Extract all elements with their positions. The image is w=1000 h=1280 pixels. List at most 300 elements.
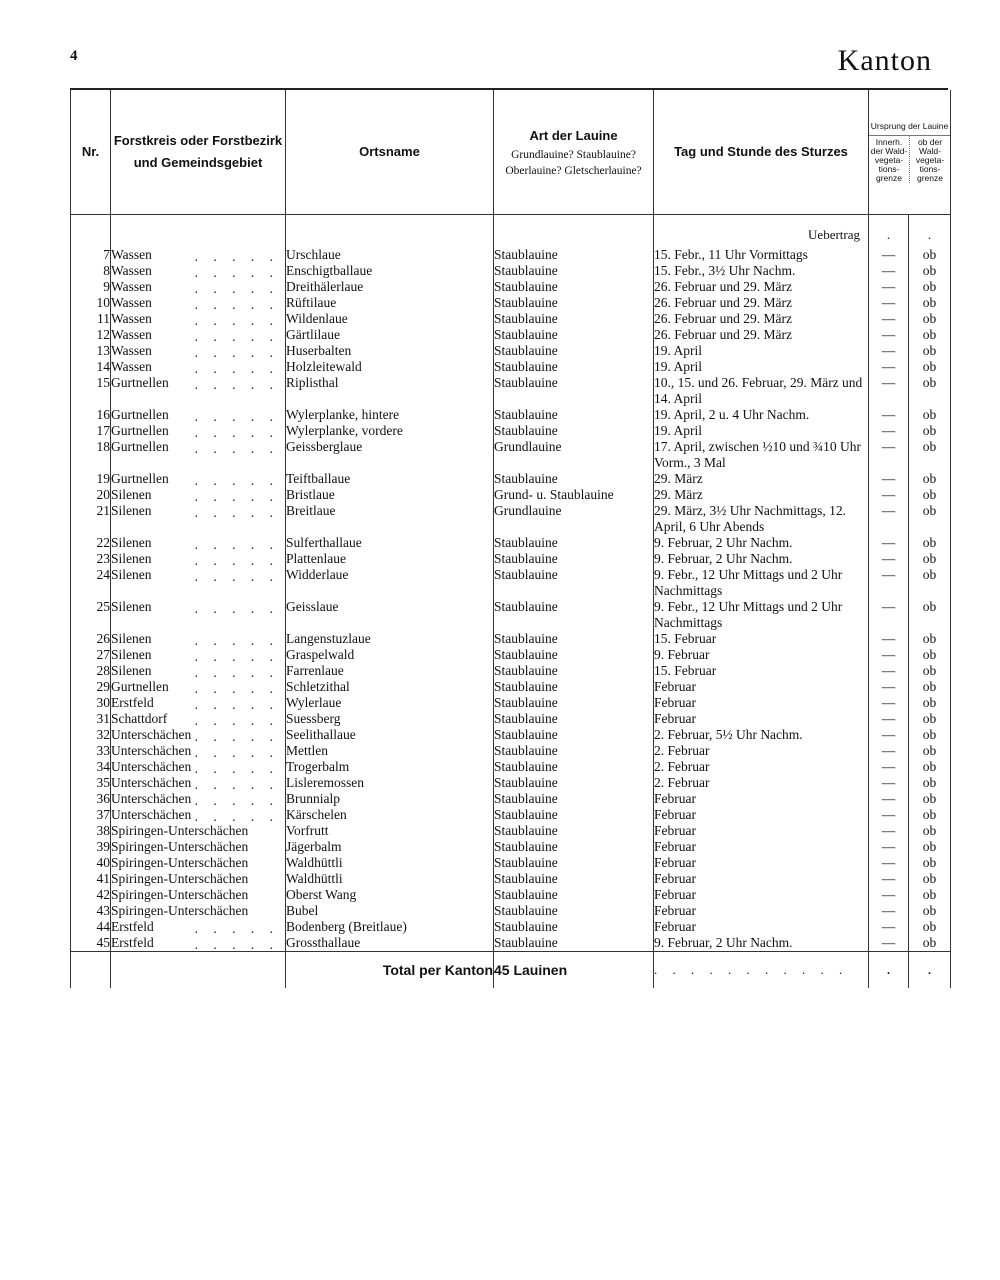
header-ursprung-innerhalb: Innerh. der Wald-vegeta-tions-grenze — [869, 136, 910, 183]
cell-art: Staublauine — [494, 567, 654, 599]
cell-ortsname: Mettlen — [286, 743, 494, 759]
table-row — [71, 359, 951, 375]
cell-art: Staublauine — [494, 759, 654, 775]
cell-tag: 9. Februar, 2 Uhr Nachm. — [654, 535, 869, 551]
cell-forstkreis — [111, 711, 286, 727]
header-art — [494, 90, 654, 215]
forstkreis-text: Unterschächen — [111, 807, 192, 822]
cell-ob: ob — [909, 743, 951, 759]
header-tag: Tag und Stunde des Sturzes — [654, 90, 869, 215]
cell-ortsname: Vorfrutt — [286, 823, 494, 839]
cell-nr: 12 — [71, 327, 111, 343]
cell-forstkreis — [111, 695, 286, 711]
table-row — [71, 823, 951, 839]
cell-art: Grundlauine — [494, 439, 654, 471]
cell-forstkreis — [111, 823, 286, 839]
cell-innerhalb: — — [869, 663, 909, 679]
cell-innerhalb: — — [869, 935, 909, 952]
cell-innerhalb: — — [869, 791, 909, 807]
cell-innerhalb: — — [869, 823, 909, 839]
table-row — [71, 919, 951, 935]
cell-tag: Februar — [654, 919, 869, 935]
cell-nr: 7 — [71, 247, 111, 263]
cell-nr: 35 — [71, 775, 111, 791]
cell-ob: ob — [909, 791, 951, 807]
cell-ob: ob — [909, 855, 951, 871]
cell-nr: 26 — [71, 631, 111, 647]
total-in: . — [869, 952, 909, 989]
table-header — [71, 90, 951, 215]
cell-tag: Februar — [654, 823, 869, 839]
cell-nr: 19 — [71, 471, 111, 487]
table-row — [71, 263, 951, 279]
cell-nr: 41 — [71, 871, 111, 887]
table-row — [71, 327, 951, 343]
leader-dots: . . . . . — [194, 265, 279, 280]
cell-art: Staublauine — [494, 807, 654, 823]
cell-tag: 10., 15. und 26. Februar, 29. März und 14. April — [654, 375, 869, 407]
cell-ob: ob — [909, 423, 951, 439]
forstkreis-text: Spiringen-Unterschächen — [111, 903, 249, 918]
cell-ortsname: Breitlaue — [286, 503, 494, 535]
cell-forstkreis — [111, 887, 286, 903]
table-row — [71, 439, 951, 471]
cell-innerhalb: — — [869, 279, 909, 295]
table-row — [71, 503, 951, 535]
cell-tag: 19. April — [654, 343, 869, 359]
cell-nr: 27 — [71, 647, 111, 663]
cell-tag: 9. Februar, 2 Uhr Nachm. — [654, 935, 869, 952]
table-row — [71, 711, 951, 727]
cell-art: Staublauine — [494, 775, 654, 791]
cell-tag: 2. Februar — [654, 743, 869, 759]
cell-ob: ob — [909, 503, 951, 535]
cell-forstkreis — [111, 359, 286, 375]
leader-dots: . . . . . — [194, 361, 279, 376]
leader-dots: . . . . . — [194, 489, 279, 504]
header-art-title: Art der Lauine — [529, 128, 618, 143]
cell-nr: 8 — [71, 263, 111, 279]
cell-innerhalb: — — [869, 471, 909, 487]
leader-dots: . . . . . — [194, 921, 279, 936]
cell-tag: 26. Februar und 29. März — [654, 327, 869, 343]
total-dots: . . . . . . . . . . . — [654, 952, 869, 989]
leader-dots: . . . . . — [194, 377, 279, 392]
forstkreis-text: Wassen — [111, 247, 152, 262]
cell-ortsname: Jägerbalm — [286, 839, 494, 855]
leader-dots: . . . . . — [194, 249, 279, 264]
cell-ob: ob — [909, 871, 951, 887]
cell-ortsname: Sulferthallaue — [286, 535, 494, 551]
forstkreis-text: Spiringen-Unterschächen — [111, 887, 249, 902]
table-row — [71, 535, 951, 551]
cell-ortsname: Riplisthal — [286, 375, 494, 407]
cell-innerhalb: — — [869, 599, 909, 631]
forstkreis-text: Gurtnellen — [111, 407, 169, 422]
cell-forstkreis — [111, 855, 286, 871]
cell-ortsname: Bubel — [286, 903, 494, 919]
leader-dots: . . . . . — [194, 473, 279, 488]
cell-nr: 37 — [71, 807, 111, 823]
cell-tag: 26. Februar und 29. März — [654, 311, 869, 327]
cell-ortsname: Brunnialp — [286, 791, 494, 807]
cell-nr: 14 — [71, 359, 111, 375]
header-nr: Nr. — [71, 90, 111, 215]
cell-art: Staublauine — [494, 935, 654, 952]
table-row — [71, 279, 951, 295]
leader-dots: . . . . . — [194, 729, 279, 744]
leader-dots: . . . . . — [194, 281, 279, 296]
cell-art: Staublauine — [494, 919, 654, 935]
cell-ob: ob — [909, 807, 951, 823]
cell-forstkreis — [111, 311, 286, 327]
cell-innerhalb: — — [869, 375, 909, 407]
cell-forstkreis — [111, 247, 286, 263]
cell-ortsname: Oberst Wang — [286, 887, 494, 903]
cell-innerhalb: — — [869, 743, 909, 759]
forstkreis-text: Silenen — [111, 535, 152, 550]
cell-ortsname: Wylerplanke, hintere — [286, 407, 494, 423]
forstkreis-text: Wassen — [111, 327, 152, 342]
cell-nr: 21 — [71, 503, 111, 535]
cell-ob: ob — [909, 775, 951, 791]
cell-tag: 19. April, 2 u. 4 Uhr Nachm. — [654, 407, 869, 423]
cell-ortsname: Enschigtballaue — [286, 263, 494, 279]
cell-ob: ob — [909, 727, 951, 743]
cell-ortsname: Seelithallaue — [286, 727, 494, 743]
forstkreis-text: Erstfeld — [111, 919, 154, 934]
cell-nr: 25 — [71, 599, 111, 631]
cell-innerhalb: — — [869, 839, 909, 855]
cell-forstkreis — [111, 839, 286, 855]
cell-ob: ob — [909, 535, 951, 551]
cell-ob: ob — [909, 679, 951, 695]
table-row — [71, 727, 951, 743]
leader-dots: . . . . . — [194, 793, 279, 808]
leader-dots: . . . . . — [194, 553, 279, 568]
cell-forstkreis — [111, 279, 286, 295]
cell-innerhalb: — — [869, 903, 909, 919]
cell-innerhalb: — — [869, 535, 909, 551]
forstkreis-text: Wassen — [111, 263, 152, 278]
forstkreis-text: Spiringen-Unterschächen — [111, 855, 249, 870]
header-ortsname: Ortsname — [286, 90, 494, 215]
cell-forstkreis — [111, 791, 286, 807]
cell-art: Staublauine — [494, 343, 654, 359]
cell-nr: 20 — [71, 487, 111, 503]
leader-dots: . . . . . — [194, 633, 279, 648]
cell-nr: 24 — [71, 567, 111, 599]
leader-dots: . . . . . — [194, 537, 279, 552]
page-title: Kanton — [837, 44, 932, 77]
cell-tag: 19. April — [654, 359, 869, 375]
cell-art: Staublauine — [494, 887, 654, 903]
cell-ob: ob — [909, 343, 951, 359]
cell-art: Staublauine — [494, 551, 654, 567]
cell-art: Staublauine — [494, 791, 654, 807]
carry-over-ob: . — [909, 227, 951, 247]
forstkreis-text: Erstfeld — [111, 695, 154, 710]
cell-ortsname: Gärtlilaue — [286, 327, 494, 343]
forstkreis-text: Silenen — [111, 647, 152, 662]
cell-ob: ob — [909, 695, 951, 711]
cell-nr: 17 — [71, 423, 111, 439]
cell-nr: 36 — [71, 791, 111, 807]
leader-dots: . . . . . — [194, 601, 279, 616]
cell-innerhalb: — — [869, 487, 909, 503]
cell-ortsname: Lisleremossen — [286, 775, 494, 791]
cell-innerhalb: — — [869, 647, 909, 663]
cell-nr: 39 — [71, 839, 111, 855]
cell-art: Staublauine — [494, 247, 654, 263]
cell-ortsname: Widderlaue — [286, 567, 494, 599]
cell-forstkreis — [111, 935, 286, 952]
table-row — [71, 295, 951, 311]
table-row — [71, 759, 951, 775]
cell-nr: 44 — [71, 919, 111, 935]
cell-nr: 10 — [71, 295, 111, 311]
cell-art: Staublauine — [494, 647, 654, 663]
avalanche-register-table — [70, 90, 951, 988]
cell-ortsname: Schletzithal — [286, 679, 494, 695]
cell-ob: ob — [909, 247, 951, 263]
cell-forstkreis — [111, 759, 286, 775]
forstkreis-text: Erstfeld — [111, 935, 154, 950]
cell-ob: ob — [909, 551, 951, 567]
cell-ortsname: Langenstuzlaue — [286, 631, 494, 647]
cell-nr: 34 — [71, 759, 111, 775]
leader-dots: . . . . . — [194, 761, 279, 776]
cell-ortsname: Bodenberg (Breitlaue) — [286, 919, 494, 935]
table-row — [71, 631, 951, 647]
cell-innerhalb: — — [869, 567, 909, 599]
carry-over-label: Uebertrag — [654, 227, 869, 247]
cell-ob: ob — [909, 647, 951, 663]
forstkreis-text: Silenen — [111, 487, 152, 502]
table-row — [71, 599, 951, 631]
cell-forstkreis — [111, 871, 286, 887]
cell-innerhalb: — — [869, 887, 909, 903]
cell-nr: 45 — [71, 935, 111, 952]
cell-nr: 29 — [71, 679, 111, 695]
cell-art: Staublauine — [494, 423, 654, 439]
cell-tag: Februar — [654, 791, 869, 807]
cell-ortsname: Teiftballaue — [286, 471, 494, 487]
cell-nr: 9 — [71, 279, 111, 295]
cell-innerhalb: — — [869, 759, 909, 775]
cell-innerhalb: — — [869, 855, 909, 871]
cell-innerhalb: — — [869, 871, 909, 887]
cell-ortsname: Graspelwald — [286, 647, 494, 663]
cell-ob: ob — [909, 903, 951, 919]
leader-dots: . . . . . — [194, 313, 279, 328]
table-row — [71, 311, 951, 327]
cell-art: Staublauine — [494, 407, 654, 423]
table-row — [71, 663, 951, 679]
cell-ob: ob — [909, 439, 951, 471]
cell-tag: Februar — [654, 807, 869, 823]
cell-tag: 2. Februar — [654, 775, 869, 791]
cell-tag: Februar — [654, 887, 869, 903]
carry-over-in: . — [869, 227, 909, 247]
cell-forstkreis — [111, 919, 286, 935]
cell-nr: 40 — [71, 855, 111, 871]
cell-ortsname: Kärschelen — [286, 807, 494, 823]
leader-dots: . . . . . — [194, 697, 279, 712]
table-row — [71, 247, 951, 263]
cell-nr: 22 — [71, 535, 111, 551]
cell-tag: 2. Februar, 5½ Uhr Nachm. — [654, 727, 869, 743]
table-row — [71, 775, 951, 791]
forstkreis-text: Gurtnellen — [111, 439, 169, 454]
cell-forstkreis — [111, 903, 286, 919]
cell-art: Staublauine — [494, 599, 654, 631]
cell-forstkreis — [111, 743, 286, 759]
forstkreis-text: Schattdorf — [111, 711, 168, 726]
cell-innerhalb: — — [869, 631, 909, 647]
header-forstkreis: Forstkreis oder Forstbezirk und Gemeindsgebiet — [111, 90, 286, 215]
leader-dots: . . . . . — [194, 569, 279, 584]
cell-art: Staublauine — [494, 727, 654, 743]
table-row — [71, 695, 951, 711]
cell-ob: ob — [909, 919, 951, 935]
forstkreis-text: Gurtnellen — [111, 375, 169, 390]
forstkreis-text: Unterschächen — [111, 727, 192, 742]
cell-ortsname: Waldhüttli — [286, 855, 494, 871]
cell-innerhalb: — — [869, 359, 909, 375]
leader-dots: . . . . . — [194, 505, 279, 520]
total-value: 45 Lauinen — [494, 952, 654, 989]
cell-ob: ob — [909, 711, 951, 727]
leader-dots: . . . . . — [194, 681, 279, 696]
cell-ortsname: Suessberg — [286, 711, 494, 727]
cell-forstkreis — [111, 663, 286, 679]
forstkreis-text: Gurtnellen — [111, 471, 169, 486]
cell-tag: 15. Febr., 11 Uhr Vormittags — [654, 247, 869, 263]
cell-art: Staublauine — [494, 631, 654, 647]
carry-over-row — [71, 227, 951, 247]
cell-tag: 15. Februar — [654, 631, 869, 647]
cell-nr: 38 — [71, 823, 111, 839]
forstkreis-text: Wassen — [111, 295, 152, 310]
forstkreis-text: Silenen — [111, 631, 152, 646]
cell-ob: ob — [909, 295, 951, 311]
cell-tag: Februar — [654, 839, 869, 855]
cell-ortsname: Bristlaue — [286, 487, 494, 503]
cell-nr: 30 — [71, 695, 111, 711]
forstkreis-text: Wassen — [111, 279, 152, 294]
table-row — [71, 567, 951, 599]
cell-tag: Februar — [654, 679, 869, 695]
cell-innerhalb: — — [869, 295, 909, 311]
cell-innerhalb: — — [869, 727, 909, 743]
table-row — [71, 487, 951, 503]
cell-art: Staublauine — [494, 327, 654, 343]
cell-ortsname: Wylerplanke, vordere — [286, 423, 494, 439]
cell-forstkreis — [111, 775, 286, 791]
cell-nr: 13 — [71, 343, 111, 359]
cell-nr: 32 — [71, 727, 111, 743]
cell-forstkreis — [111, 551, 286, 567]
cell-nr: 31 — [71, 711, 111, 727]
cell-ob: ob — [909, 759, 951, 775]
cell-ob: ob — [909, 599, 951, 631]
cell-innerhalb: — — [869, 343, 909, 359]
forstkreis-text: Unterschächen — [111, 743, 192, 758]
cell-art: Grund- u. Staublauine — [494, 487, 654, 503]
cell-nr: 42 — [71, 887, 111, 903]
cell-art: Grundlauine — [494, 503, 654, 535]
cell-art: Staublauine — [494, 535, 654, 551]
forstkreis-text: Wassen — [111, 359, 152, 374]
leader-dots: . . . . . — [194, 745, 279, 760]
cell-ortsname: Huserbalten — [286, 343, 494, 359]
cell-forstkreis — [111, 503, 286, 535]
cell-ortsname: Farrenlaue — [286, 663, 494, 679]
cell-innerhalb: — — [869, 439, 909, 471]
table-row — [71, 855, 951, 871]
cell-innerhalb: — — [869, 807, 909, 823]
table-row — [71, 839, 951, 855]
forstkreis-text: Silenen — [111, 567, 152, 582]
cell-forstkreis — [111, 487, 286, 503]
leader-dots: . . . . . — [194, 329, 279, 344]
total-label: Total per Kanton — [286, 952, 494, 989]
cell-ortsname: Waldhüttli — [286, 871, 494, 887]
cell-forstkreis — [111, 263, 286, 279]
cell-ortsname: Wylerlaue — [286, 695, 494, 711]
cell-tag: 29. März — [654, 487, 869, 503]
leader-dots: . . . . . — [194, 409, 279, 424]
cell-forstkreis — [111, 679, 286, 695]
cell-tag: Februar — [654, 695, 869, 711]
cell-forstkreis — [111, 423, 286, 439]
cell-tag: 9. Februar — [654, 647, 869, 663]
header-ursprung-ob: ob der Wald-vegeta-tions-grenze — [915, 136, 945, 183]
cell-ortsname: Rüftilaue — [286, 295, 494, 311]
cell-ob: ob — [909, 935, 951, 952]
cell-tag: 19. April — [654, 423, 869, 439]
cell-art: Staublauine — [494, 743, 654, 759]
header-ursprung-title: Ursprung der Lauine — [870, 120, 949, 131]
cell-nr: 28 — [71, 663, 111, 679]
leader-dots: . . . . . — [194, 713, 279, 728]
cell-forstkreis — [111, 327, 286, 343]
cell-ob: ob — [909, 839, 951, 855]
leader-dots: . . . . . — [194, 345, 279, 360]
forstkreis-text: Wassen — [111, 311, 152, 326]
cell-ortsname: Urschlaue — [286, 247, 494, 263]
forstkreis-text: Gurtnellen — [111, 423, 169, 438]
cell-tag: 29. März, 3½ Uhr Nachmittags, 12. April, 6 Uhr Abends — [654, 503, 869, 535]
cell-nr: 16 — [71, 407, 111, 423]
cell-tag: 29. März — [654, 471, 869, 487]
table-row — [71, 791, 951, 807]
cell-forstkreis — [111, 343, 286, 359]
cell-art: Staublauine — [494, 471, 654, 487]
table-row — [71, 743, 951, 759]
table-row — [71, 375, 951, 407]
cell-forstkreis — [111, 439, 286, 471]
cell-tag: 9. Febr., 12 Uhr Mittags und 2 Uhr Nachmittags — [654, 567, 869, 599]
cell-tag: 15. Februar — [654, 663, 869, 679]
table-row — [71, 871, 951, 887]
cell-forstkreis — [111, 295, 286, 311]
cell-art: Staublauine — [494, 359, 654, 375]
cell-forstkreis — [111, 631, 286, 647]
cell-innerhalb: — — [869, 695, 909, 711]
cell-art: Staublauine — [494, 823, 654, 839]
